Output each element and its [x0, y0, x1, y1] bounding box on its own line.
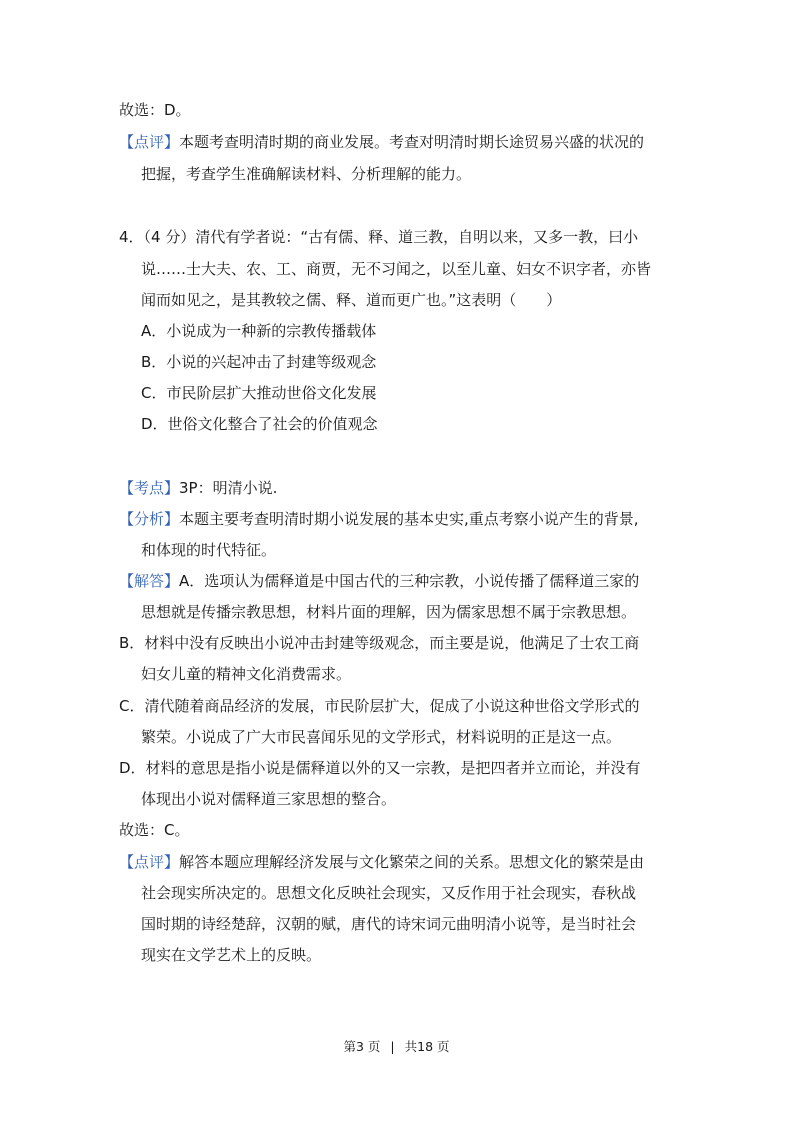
- pingjia-line-3: 国时期的诗经楚辞，汉朝的赋，唐代的诗宋词元曲明清小说等，是当时社会: [141, 915, 637, 933]
- option-c: C．市民阶层扩大推动世俗文化发展: [141, 384, 377, 402]
- answer-b-line-1: B．材料中没有反映出小说冲击封建等级观念，而主要是说，他满足了士农工商: [119, 634, 640, 652]
- question-line-1: 4．（4 分）清代有学者说：“古有儒、释、道三教，自明以来，又多一教，曰小: [119, 228, 639, 246]
- page-number: 第3 页: [343, 1039, 381, 1054]
- pingjia-line-2: 社会现实所决定的。思想文化反映社会现实，又反作用于社会现实，春秋战: [141, 884, 637, 902]
- pingjia-tag: 【点评】: [119, 853, 180, 871]
- fenxi-line-1: [119, 508, 639, 530]
- comment-line-2: 把握，考查学生准确解读材料、分析理解的能力。: [141, 165, 472, 183]
- answer-c-line-2: 繁荣。小说成了广大市民喜闻乐见的文学形式，材料说明的正是这一点。: [141, 728, 622, 746]
- question-line-2: 说……士大夫、农、工、商贾，无不习闻之，以至儿童、妇女不识字者，亦皆: [141, 260, 652, 278]
- jieda-line-2: 思想就是传播宗教思想，材料片面的理解，因为儒家思想不属于宗教思想。: [141, 603, 637, 621]
- kaodian-text: 3P：明清小说.: [179, 479, 278, 497]
- option-b: B．小说的兴起冲击了封建等级观念: [141, 353, 377, 371]
- answer-b-line-2: 妇女儿童的精神文化消费需求。: [141, 665, 352, 683]
- jieda-text: A．选项认为儒释道是中国古代的三种宗教，小说传播了儒释道三家的: [179, 572, 640, 590]
- fenxi-line-2: 和体现的时代特征。: [141, 541, 277, 559]
- option-a: A．小说成为一种新的宗教传播载体: [141, 322, 377, 340]
- fenxi-tag: 【分析】: [119, 510, 180, 528]
- footer-separator: |: [390, 1039, 395, 1054]
- jieda-line-1: [119, 570, 639, 592]
- answer-d-line-1: D．材料的意思是指小说是儒释道以外的又一宗教，是把四者并立而论，并没有: [119, 759, 641, 777]
- total-pages: 共18 页: [404, 1039, 450, 1054]
- kaodian-tag: 【考点】: [119, 479, 180, 497]
- jieda-tag: 【解答】: [119, 572, 180, 590]
- comment-line-1: [119, 131, 644, 153]
- answer-d-line-2: 体现出小说对儒释道三家思想的整合。: [141, 790, 397, 808]
- comment-text: 本题考查明清时期的商业发展。考查对明清时期长途贸易兴盛的状况的: [179, 133, 645, 151]
- comment-tag: 【点评】: [119, 133, 180, 151]
- answer-c-line-1: C．清代随着商品经济的发展，市民阶层扩大，促成了小说这种世俗文学形式的: [119, 697, 640, 715]
- page-footer: [0, 1038, 793, 1056]
- question-line-3: 闻而如见之，是其教较之儒、释、道而更广也。”这表明（ ）: [141, 291, 562, 309]
- pingjia-line-4: 现实在文学艺术上的反映。: [141, 946, 322, 964]
- kaodian-line: [119, 477, 277, 499]
- pingjia-line-1: [119, 851, 644, 873]
- option-d: D．世俗文化整合了社会的价值观念: [141, 415, 378, 433]
- pingjia-text: 解答本题应理解经济发展与文化繁荣之间的关系。思想文化的繁荣是由: [179, 853, 645, 871]
- final-answer: 故选：C。: [119, 821, 190, 839]
- prev-answer: 故选：D。: [119, 101, 191, 119]
- fenxi-text: 本题主要考查明清时期小说发展的基本史实,重点考察小说产生的背景,: [179, 510, 639, 528]
